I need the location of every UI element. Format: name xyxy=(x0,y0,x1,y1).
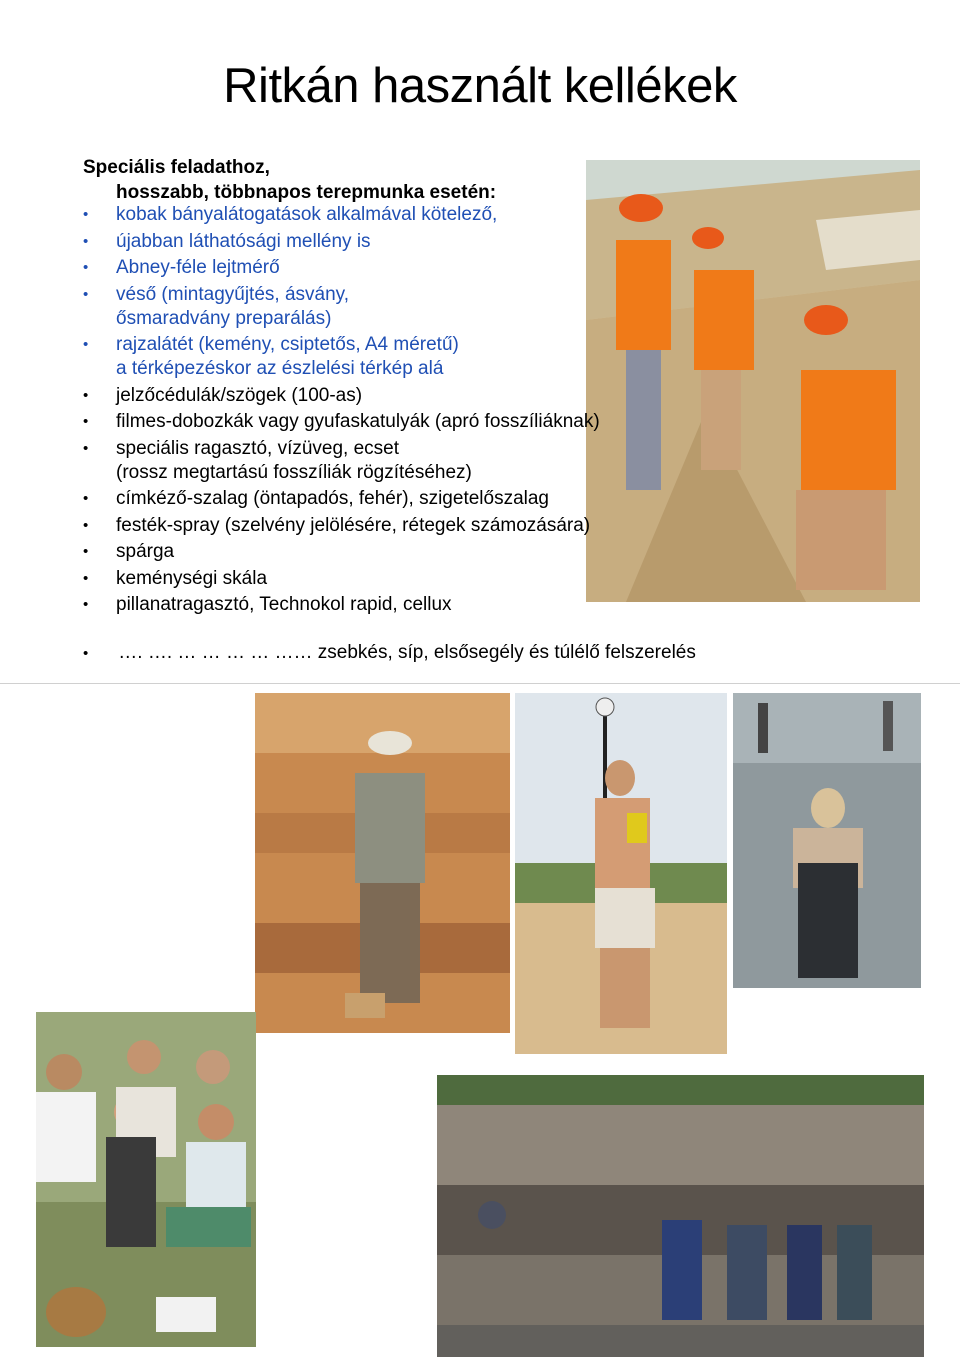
list-item: • filmes-dobozkák vagy gyufaskatulyák (apró fosszíliáknak) xyxy=(83,410,600,434)
list-item: • újabban láthatósági mellény is xyxy=(83,230,600,254)
equipment-list xyxy=(83,203,600,620)
list-item: • Abney-féle lejtmérő xyxy=(83,256,600,280)
rock-wall-photo xyxy=(437,1075,924,1357)
last-list-item: • …. …. … … … … …… zsebkés, síp, elsősegély és túlélő felszerelés xyxy=(83,642,696,663)
list-item: • címkéző-szalag (öntapadós, fehér), szigetelőszalag xyxy=(83,487,600,511)
gps-survey-photo xyxy=(515,693,727,1054)
page-divider xyxy=(0,683,960,684)
bullet-icon: • xyxy=(83,645,89,662)
page-title: Ritkán használt kellékek xyxy=(223,59,737,113)
list-item: • kobak bányalátogatások alkalmával kötelező, xyxy=(83,203,600,227)
list-item: • véső (mintagyűjtés, ásvány, ősmaradvány preparálás) xyxy=(83,283,600,331)
intro-line-2: hosszabb, többnapos terepmunka esetén: xyxy=(116,182,497,203)
intro-text xyxy=(83,155,496,205)
intro-line-1: Speciális feladathoz, xyxy=(83,157,270,178)
group-photo xyxy=(36,1012,256,1347)
list-item: • festék-spray (szelvény jelölésére, rétegek számozására) xyxy=(83,514,600,538)
list-item: • rajzalátét (kemény, csiptetős, A4 méretű) a térképezéskor az észlelési térkép alá xyxy=(83,333,600,381)
list-item: • jelzőcédulák/szögek (100-as) xyxy=(83,384,600,408)
list-item: • spárga xyxy=(83,540,600,564)
list-item: • speciális ragasztó, vízüveg, ecset (rossz megtartású fosszíliák rögzítéséhez) xyxy=(83,437,600,485)
quarry-photo xyxy=(586,160,920,602)
wading-photo xyxy=(733,693,921,988)
list-item: • pillanatragasztó, Technokol rapid, cellux xyxy=(83,593,600,617)
geologist-outcrop-photo xyxy=(255,693,510,1033)
list-item: • keménységi skála xyxy=(83,567,600,591)
